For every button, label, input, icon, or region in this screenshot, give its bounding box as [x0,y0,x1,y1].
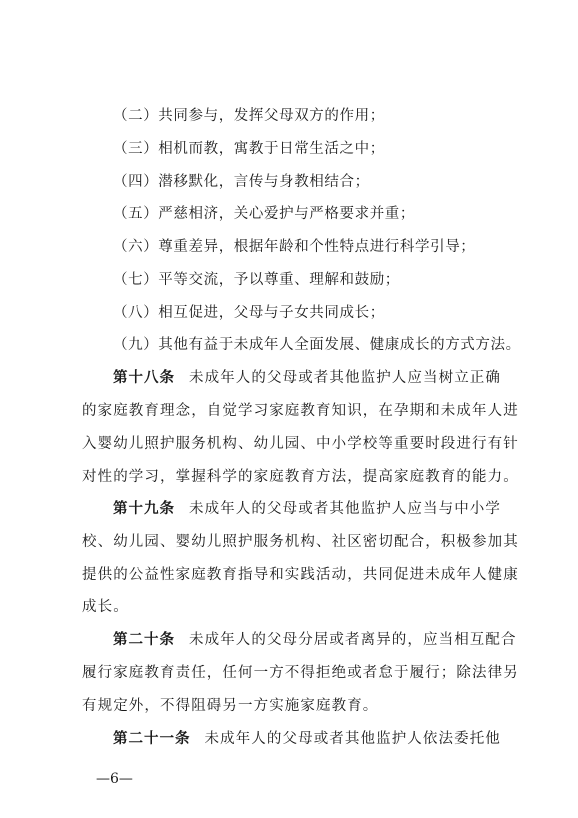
article-line: 成长。 [82,599,129,615]
article-heading: 第二十一条 [113,731,191,747]
article-line: 入婴幼儿照护服务机构、幼儿园、中小学校等重要时段进行有针 [82,436,519,452]
article-text: 未成年人的父母或者其他监护人应当树立正确 [189,370,501,386]
article-heading: 第二十条 [113,632,175,648]
list-item: （五）严慈相济，关心爱护与严格要求并重； [113,206,415,222]
list-item: （四）潜移默化，言传与身教相结合； [113,174,370,190]
list-item: （三）相机而教，寓教于日常生活之中； [113,141,385,157]
page-number: —6— [96,771,133,787]
article-21-first-line [113,729,501,749]
list-item: （八）相互促进，父母与子女共同成长； [113,305,385,321]
article-text: 未成年人的父母分居或者离异的，应当相互配合 [189,632,517,648]
article-line: 的家庭教育理念，自觉学习家庭教育知识，在孕期和未成年人进 [82,403,519,419]
article-text: 未成年人的父母或者其他监护人依法委托他 [204,731,501,747]
article-line: 提供的公益性家庭教育指导和实践活动，共同促进未成年人健康 [82,567,519,583]
article-heading: 第十九条 [113,501,175,517]
article-line: 对性的学习，掌握科学的家庭教育方法，提高家庭教育的能力。 [82,469,519,485]
list-item: （九）其他有益于未成年人全面发展、健康成长的方式方法。 [113,337,521,353]
article-line: 履行家庭教育责任，任何一方不得拒绝或者怠于履行；除法律另 [82,665,519,681]
list-item: （七）平等交流，予以尊重、理解和鼓励； [113,272,400,288]
article-line: 有规定外，不得阻碍另一方实施家庭教育。 [82,698,379,714]
article-heading: 第十八条 [113,370,175,386]
article-18-first-line [113,368,501,388]
article-line: 校、幼儿园、婴幼儿照护服务机构、社区密切配合，积极参加其 [82,534,519,550]
article-20-first-line [113,630,517,650]
article-text: 未成年人的父母或者其他监护人应当与中小学 [189,501,501,517]
article-19-first-line [113,499,501,519]
list-item: （二）共同参与，发挥父母双方的作用； [113,108,385,124]
list-item: （六）尊重差异，根据年龄和个性特点进行科学引导； [113,239,476,255]
